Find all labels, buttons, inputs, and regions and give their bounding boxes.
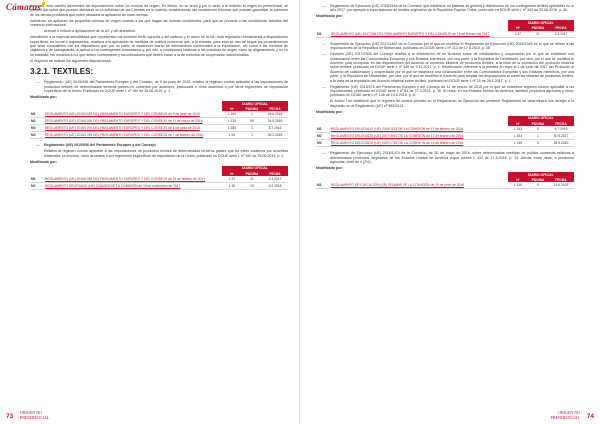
modifications-table: [316, 116, 574, 147]
no-header: Nº: [222, 106, 242, 111]
diario-oficial-header: DIARIO OFICIAL: [222, 166, 288, 171]
pagina-header: PÁGINA: [528, 177, 548, 182]
modifications-table: [30, 101, 288, 139]
row-no: L 57: [222, 176, 242, 183]
regulation-link[interactable]: REGLAMENTO DELEGADO (UE) 2016/1123 DE LA COMISIÓN de 17 de febrero de 2016: [330, 126, 508, 133]
row-page: 31: [242, 176, 262, 183]
row-id: M1: [316, 182, 330, 189]
regulation-link[interactable]: REGLAMENTO (UE) 2015/2426 DEL PARLAMENTO EUROPEO Y DEL CONSEJO de 9 de junio de 2015: [44, 111, 222, 118]
row-date: 28.5.2020: [548, 140, 574, 147]
bullet-item: — Decisión (UE) 2017/2304 del Consejo relativa a la celebración de un Acuerdo sobre de colaboración y cooperación por el que se establece una colaboración entre las Comunidades Europeas y sus Estados miembros, por una parte, y la República de Uzbekistán, por otra, por el que se modifica el Acuerdo para incorporar en las disposiciones del Acuerdo al comercio bilateral de productos textiles, a la vista de la expiración del protocolo bilateral sobre textiles, publicado en DOUE serie L nº 349 de 9.12.2017, p. 1. Rectificación referente a la entrada en vigor el 1 de junio de 2017 del Protocolo al Acuerdo de colaboración y cooperación por el que se establece una colaboración entre las Comunidades Europeas y sus Estados miembros, por una parte, y la República de Uzbekistán, por otra, por el que se modifica el Acuerdo para ampliar las disposiciones al comercio bilateral de productos textiles, a la vista de la expiración del Acuerdo bilateral sobre textiles, publicado en DOUE serie L nº 20 de 26.1.2017, p. 1.: [316, 52, 574, 83]
page-number: 74: [586, 413, 594, 420]
pagina-header: PÁGINA: [242, 106, 262, 111]
diario-oficial-header: DIARIO OFICIAL: [508, 172, 574, 177]
row-id: M1: [316, 31, 330, 38]
regulation-link[interactable]: REGLAMENTO (UE) 2016/1789 DEL PARLAMENTO EUROPEO Y DEL CONSEJO de 7 de febrero de 2016: [44, 132, 222, 139]
row-date: 8.7.2016: [548, 126, 574, 133]
row-date: 3.3.2017: [262, 176, 288, 183]
no-header: Nº: [222, 171, 242, 176]
row-page: 1: [242, 111, 262, 118]
intro-paragraph: Arancel o reducir a aplicaciones de la UE y del aranceles.: [44, 29, 136, 34]
intro-paragraph: Asimismo, se aplicarán las pequeñas normas de origen cuando a los que hagan las nuevas condiciones, para que se proceda a las condiciones actuales del comercio internacional.: [30, 18, 288, 28]
table-row: [316, 182, 574, 189]
pagina-header: PÁGINA: [528, 26, 548, 31]
intro-paragraph: Al respecto se indican los siguientes disposiciones:: [30, 58, 112, 63]
row-date: 21.6.2018: [548, 182, 574, 189]
right-content: [316, 4, 574, 193]
bullet-item: — Suspensión de Ejecución (UE) 2017/1482 de la Comisión por el que se modifica el Reglamento de Ejecución (UE) 2016/1346 en lo que se refiere a las importaciones de la República de Bielorrusia, publicado en DOUE serie L nº 213 de 17.8.2016, p. 38.: [316, 42, 574, 51]
row-id: M3: [316, 140, 330, 147]
table-row: [30, 132, 288, 139]
modifications-table: [30, 166, 288, 190]
row-id: M3: [30, 125, 44, 132]
row-page: 5: [528, 126, 548, 133]
regulation-link[interactable]: REGLAMENTO (UE) 2017/354 DEL PARLAMENTO EUROPEO Y DEL CONSEJO de 15 de febrero de 2017: [330, 31, 508, 38]
row-no: L 185: [222, 125, 242, 132]
row-id: M2: [30, 118, 44, 125]
modified-label: Modificado por:: [316, 109, 343, 114]
table-row: [30, 118, 288, 125]
no-header: Nº: [508, 26, 528, 31]
right-page: [300, 0, 600, 424]
row-no: L 94: [222, 132, 242, 139]
footer-title: ORIGEN NO PREFERENCIAL: [20, 410, 50, 420]
row-no: L 135: [508, 140, 528, 147]
modifications-table: [316, 20, 574, 37]
row-no: L 154: [508, 133, 528, 140]
intro-paragraph: Así pues, este cambio aumentará las importaciones sobre los normas de origen. En efecto, en su tenor y por lo tanto a la relación al origen no preferencial, se pueden dar todos que pueden alentarse en la autoridad de las Cuentas en la materia, estableciendo las condiciones técnicas que puedan garantizar la cohesión de los demás productos que estén ubicados la aplicación de esas normas.: [30, 4, 288, 17]
row-id: M1: [316, 126, 330, 133]
no-header: Nº: [508, 121, 528, 126]
regulation-link[interactable]: REGLAMENTO DELEGADO (UE) 2017/3042 DE LA COMISIÓN de 17 de febrero de 2016: [330, 133, 508, 140]
row-id: M1: [30, 111, 44, 118]
table-row: [30, 183, 288, 190]
section-title: 3.2.1. TEXTILES:: [30, 67, 94, 77]
regulation-link[interactable]: REGLAMENTO DE EJECUCIÓN (UE) 2016/898 DE LA COMISIÓN de 10 de junio de 2016: [330, 182, 508, 189]
modified-label: Modificado por:: [316, 166, 343, 171]
modified-label: Modificado por:: [30, 95, 57, 100]
diario-oficial-header: DIARIO OFICIAL: [508, 116, 574, 121]
regulation-link[interactable]: REGLAMENTO (UE) 2016/1036 DEL PARLAMENTO EUROPEO Y DEL CONSEJO de 11 de mayo de 2016: [44, 118, 222, 125]
row-page: 1: [528, 133, 548, 140]
page-number: 73: [6, 413, 14, 420]
row-page: 99: [242, 118, 262, 125]
row-no: L 30: [222, 183, 242, 190]
pagina-header: PÁGINA: [528, 121, 548, 126]
modifications-table: [316, 172, 574, 189]
diario-oficial-header: DIARIO OFICIAL: [508, 20, 574, 25]
row-date: 6.2.2018: [262, 183, 288, 190]
left-content: [30, 4, 288, 194]
row-no: L 138: [508, 182, 528, 189]
fecha-header: FECHA: [548, 26, 574, 31]
row-no: L 160: [222, 111, 242, 118]
row-page: 1: [242, 125, 262, 132]
fecha-header: FECHA: [262, 106, 288, 111]
row-id: M2: [30, 183, 44, 190]
row-no: L 183: [508, 126, 528, 133]
table-row: [316, 133, 574, 140]
row-page: 5: [528, 140, 548, 147]
row-page: 31: [528, 31, 548, 38]
row-id: M1: [30, 176, 44, 183]
footer-title: ORIGEN NO PREFERENCIAL: [550, 410, 580, 420]
diario-oficial-header: DIARIO OFICIAL: [222, 101, 288, 106]
row-no: L 135: [222, 118, 242, 125]
row-id: M2: [316, 133, 330, 140]
row-date: 24.5.2016: [262, 118, 288, 125]
modified-label: Modificado por:: [30, 159, 57, 164]
table-row: [316, 31, 574, 38]
row-date: 26.2.2016: [262, 132, 288, 139]
row-date: 25.6.2015: [262, 111, 288, 118]
row-id: M4: [30, 132, 44, 139]
row-page: 12: [242, 183, 262, 190]
no-header: Nº: [508, 177, 528, 182]
fecha-header: FECHA: [548, 121, 574, 126]
pagina-header: PÁGINA: [242, 171, 262, 176]
bullet-description: Relativo al régimen común aplicable a las importaciones de productos textiles de determinados terceros países que no estén cubiertos por acuerdos bilaterales, protocolos, otros acuerdos o por regímenes específicos de importación de la Unión, publicado en DOUE serie L nº 160 de 25.06.2015, p. 1.: [44, 149, 288, 158]
regulation-link[interactable]: REGLAMENTO DELEGADO (UE) 2018/519 DE LA COMISIÓN de 18 de noviembre de 2017: [44, 183, 222, 190]
table-row: [30, 125, 288, 132]
bullet-item: — Reglamento (UE) 2015/936 del Parlamento Europeo y del Consejo, de 9 de junio de 2015, relativo al régimen común aplicable a las importaciones de productos textiles de determinados terceros países no cubiertos por acuerdos, protocolos u otros acuerdos o por otros regímenes de importación específicos de la Unión. Publicado en DOUE serie L nº 160 de 25.06.2015, p. 1.: [30, 80, 288, 93]
row-page: 1: [242, 132, 262, 139]
row-date: 8.7.2016: [262, 125, 288, 132]
bullet-item: — Reglamento (UE) 2015/478 del Parlamento Europeo y del Consejo de 11 de marzo de 2015 por el que se establece régimen común aplicable a las importaciones, publicado en DOUE serie L nº 83 de 27.3.2015, p. 16. En esta, en los Estados Unidos de América, también productos agrícolas y otros, publicado en DOUE serie L nº 146 de 10.6.2015, p. 5.: [316, 85, 574, 98]
table-row: [316, 140, 574, 147]
modified-label: Modificado por:: [316, 14, 343, 19]
row-page: 5: [528, 182, 548, 189]
bullet-item: — Reglamento (UE) 2015/936 del Parlamento Europeo y del Consejo: [30, 143, 288, 147]
fecha-header: FECHA: [262, 171, 288, 176]
bullet-item: — Reglamento de Ejecución (UE) 2016/1474 de la Comisión, de 30 de mayo de 2016, sobre determinadas medidas de política comercial relativas a determinados productos originarios de los Estados Unidos de América cuyos bienes L 122 de 17.5.2016, p. 14. Afecta, entre otras, a productos agrícolas, textil en 4 (2%).: [316, 151, 574, 164]
bullet-item: — Reglamento de Ejecución (UE) 2015/2448 de la Comisión que establece un sistema de gestión y distribución de los contingentes textiles aplicables en el año 2017, por ejemplo a importaciones de textiles originarios de la República Popular China, publicado en DOUE serie L nº 340 de 22.06.2016, p. 30.: [316, 4, 574, 13]
bullet-description: El Anexo I se establece que el régimen de control previsto en el Reglamento de Ejecución del presente Reglamento se determinará con arreglo a lo dispuesto en el Reglamento (UE) nº 952/2013.: [330, 99, 574, 108]
regulation-link[interactable]: REGLAMENTO (UE) 2016/1076 DEL PARLAMENTO EUROPEO Y DEL CONSEJO de 8 de junio de 2016: [44, 125, 222, 132]
row-date: 30.6.2017: [548, 133, 574, 140]
intro-paragraph: Atendiendo a la especial sensibilidad que representan los sectores textil, agrícola y del carbono y el acero en la UE, esta regulación fundamental a disposiciones específicas, en forma a reglamentos, relativos a la aplicación de medidas de política comercial que, a la entrada, para esta se han de seguir los procedimientos que sean compatibles con los dispositivos que, por su parte, al establecer marco de intercambios comerciales a la importación, así como a las medidas de vigilancia y de salvaguardia, a aplicar a los contingentes arancelarios y, por ello, a condiciones relativas a las prácticas de origen cómo su aligeramiento y no en su totalidad, los modelos a los que deben conformarse y los indicadores que deben incluir a la de métodos de cooperación administrativa.: [30, 35, 288, 57]
page-footer: [300, 406, 600, 420]
camaras-logo: Cámaras: [6, 2, 45, 12]
page-footer: [0, 406, 300, 420]
row-date: 3.3.2017: [548, 31, 574, 38]
regulation-link[interactable]: REGLAMENTO (UE) 2016/1036 DEL PARLAMENTO EUROPEO Y DEL CONSEJO de 15 de febrero de 2017: [44, 176, 222, 183]
row-no: L 57: [508, 31, 528, 38]
regulation-link[interactable]: REGLAMENTO DELEGADO (UE) 2020/1769 DE LA COMISIÓN de 15 de febrero de 2016: [330, 140, 508, 147]
fecha-header: FECHA: [548, 177, 574, 182]
